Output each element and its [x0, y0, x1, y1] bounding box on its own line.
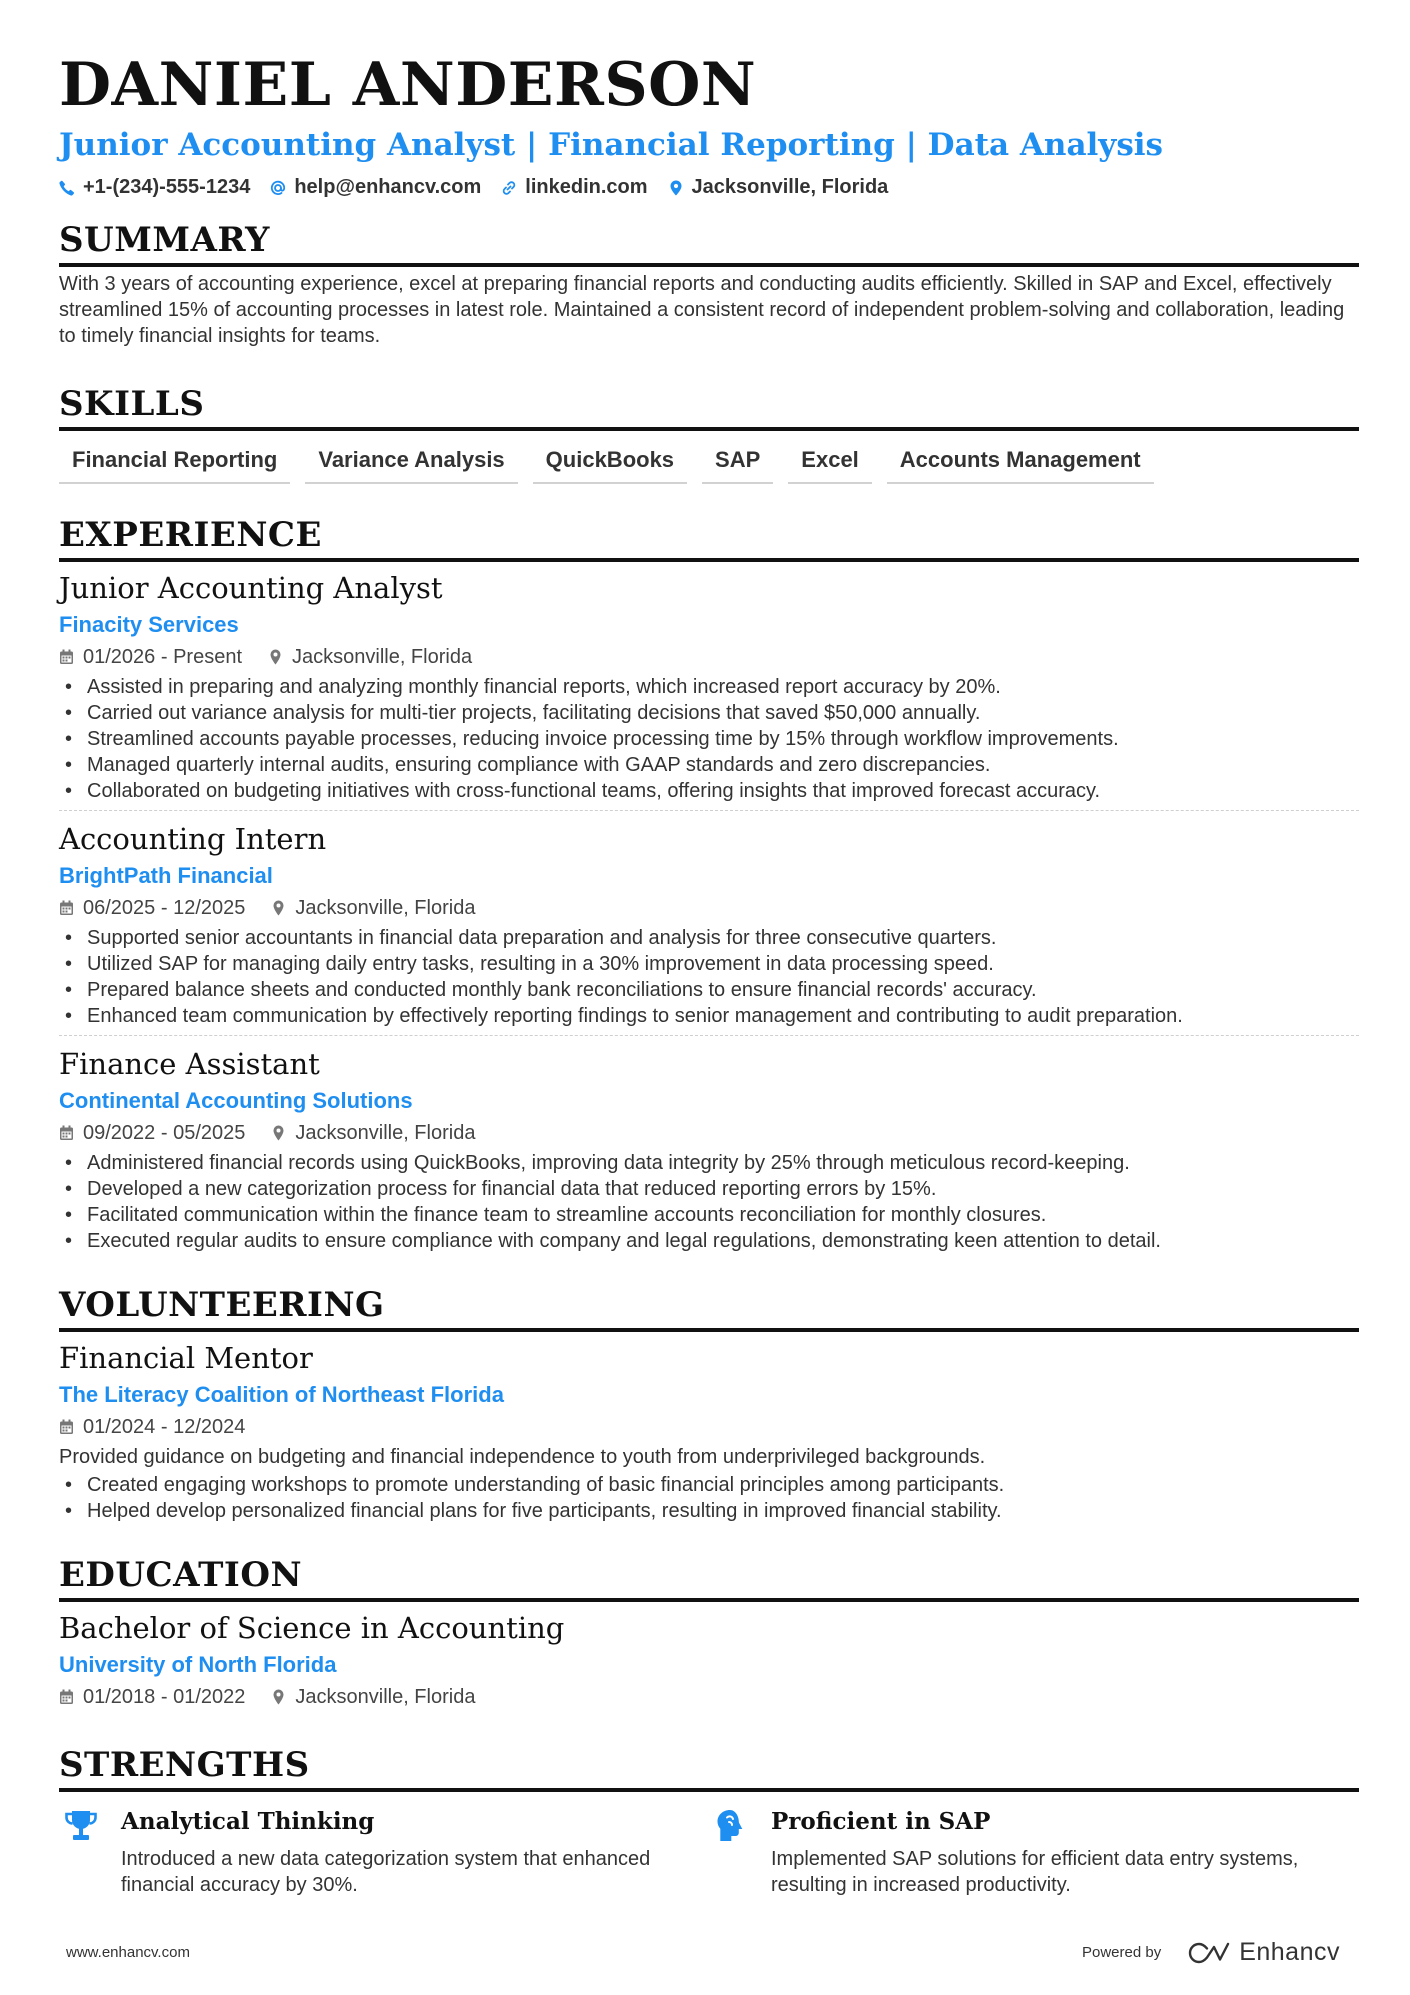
- footer-branding: [1082, 1938, 1340, 1967]
- volunteer-dates-text: 01/2024 - 12/2024: [83, 1416, 246, 1438]
- education-dates-text: 01/2018 - 01/2022: [83, 1686, 246, 1708]
- experience-title: EXPERIENCE: [59, 514, 1359, 562]
- education-title: EDUCATION: [59, 1554, 1359, 1602]
- contact-linkedin-text: linkedin.com: [525, 176, 648, 198]
- skill-tag: SAP: [702, 443, 773, 484]
- volunteer-dates: [59, 1414, 245, 1440]
- list-item: • Administered financial records using QuickBooks, improving data integrity by 25% through meticulous record-keeping.: [59, 1150, 1359, 1176]
- strengths-list: [59, 1806, 1359, 1898]
- education-school: University of North Florida: [59, 1652, 337, 1677]
- strength-description: Introduced a new data categorization system that enhanced financial accuracy by 30%.: [121, 1848, 651, 1896]
- location-pin-icon: [271, 900, 286, 916]
- education-location-text: Jacksonville, Florida: [295, 1686, 476, 1708]
- education-location: [271, 1684, 475, 1710]
- job-bullets: [59, 925, 1359, 1029]
- job-meta: [59, 644, 1359, 670]
- contact-linkedin[interactable]: [501, 176, 647, 199]
- volunteer-role: Financial Mentor: [59, 1341, 313, 1375]
- list-item: • Collaborated on budgeting initiatives with cross-functional teams, offering insights that improved forecast accuracy.: [59, 778, 1359, 804]
- list-item: • Supported senior accountants in financial data preparation and analysis for three consecutive quarters.: [59, 925, 1359, 951]
- calendar-icon: [59, 900, 74, 916]
- list-item: • Created engaging workshops to promote understanding of basic financial principles among participants.: [59, 1472, 1359, 1498]
- summary-text: With 3 years of accounting experience, excel at preparing financial reports and conducting audits efficiently. Skilled in SAP and Excel, effectively streamlined 15% of accounting processes in latest role. Maintained a consistent record of independent problem-solving and collaboration, leading to timely financial insights for teams.: [59, 273, 1345, 347]
- job-location-text: Jacksonville, Florida: [295, 1122, 476, 1144]
- list-item: • Executed regular audits to ensure compliance with company and legal regulations, demonstrating keen attention to detail.: [59, 1228, 1359, 1254]
- location-pin-icon: [271, 1125, 286, 1141]
- brand-name: Enhancv: [1239, 1938, 1340, 1966]
- location-pin-icon: [668, 180, 684, 196]
- contact-phone-text: +1-(234)-555-1234: [83, 176, 251, 198]
- job-location-text: Jacksonville, Florida: [295, 897, 476, 919]
- job-company: BrightPath Financial: [59, 863, 273, 888]
- job-location: [268, 644, 472, 670]
- enhancv-logo[interactable]: [1187, 1938, 1340, 1967]
- job-dates-text: 09/2022 - 05/2025: [83, 1122, 246, 1144]
- list-item: • Enhanced team communication by effectively reporting findings to senior management and contributing to audit preparation.: [59, 1003, 1359, 1029]
- enhancv-logo-icon: [1187, 1941, 1231, 1965]
- education-degree: Bachelor of Science in Accounting: [59, 1611, 565, 1645]
- contact-phone[interactable]: [59, 176, 250, 199]
- contact-email-text: help@enhancv.com: [294, 176, 482, 198]
- contact-bar: [59, 176, 1359, 199]
- education-meta: [59, 1684, 1359, 1710]
- strength-title: Proficient in SAP: [771, 1808, 991, 1835]
- skill-tag: Financial Reporting: [59, 443, 290, 484]
- list-item: • Utilized SAP for managing daily entry tasks, resulting in a 30% improvement in data processing speed.: [59, 951, 1359, 977]
- education-section: [59, 1554, 1359, 1710]
- strength-item: [709, 1806, 1359, 1898]
- list-item: • Assisted in preparing and analyzing monthly financial reports, which increased report accuracy by 20%.: [59, 674, 1359, 700]
- phone-icon: [59, 180, 75, 196]
- brain-icon: [713, 1808, 749, 1844]
- skill-tag: QuickBooks: [533, 443, 687, 484]
- job-location: [271, 1120, 475, 1146]
- footer-url[interactable]: www.enhancv.com: [66, 1944, 190, 1961]
- candidate-headline: Junior Accounting Analyst | Financial Reporting | Data Analysis: [59, 127, 1163, 163]
- contact-email[interactable]: [270, 176, 481, 199]
- summary-section: [59, 219, 1359, 349]
- job-title: Junior Accounting Analyst: [59, 571, 443, 605]
- skills-list: [59, 443, 1359, 484]
- job-dates: [59, 1120, 245, 1146]
- strengths-section: [59, 1744, 1359, 1898]
- calendar-icon: [59, 1689, 74, 1705]
- job-location: [271, 895, 475, 921]
- strength-item: [59, 1806, 709, 1898]
- contact-location: [668, 176, 889, 199]
- resume-header: [59, 48, 1359, 199]
- location-pin-icon: [268, 649, 283, 665]
- experience-section: [59, 514, 1359, 1260]
- list-item: • Prepared balance sheets and conducted monthly bank reconciliations to ensure financial records' accuracy.: [59, 977, 1359, 1003]
- calendar-icon: [59, 1419, 74, 1435]
- contact-location-text: Jacksonville, Florida: [691, 176, 889, 198]
- calendar-icon: [59, 649, 74, 665]
- education-dates: [59, 1684, 245, 1710]
- skills-title: SKILLS: [59, 383, 1359, 431]
- strength-description: Implemented SAP solutions for efficient data entry systems, resulting in increased productivity.: [771, 1848, 1299, 1896]
- volunteer-bullets: [59, 1472, 1359, 1524]
- list-item: • Facilitated communication within the finance team to streamline accounts reconciliation for monthly closures.: [59, 1202, 1359, 1228]
- job-company: Finacity Services: [59, 612, 239, 637]
- job-title: Finance Assistant: [59, 1047, 320, 1081]
- skills-section: [59, 383, 1359, 484]
- strengths-title: STRENGTHS: [59, 1744, 1359, 1792]
- list-item: • Developed a new categorization process for financial data that reduced reporting errors by 15%.: [59, 1176, 1359, 1202]
- list-item: • Helped develop personalized financial plans for five participants, resulting in improved financial stability.: [59, 1498, 1359, 1524]
- skill-tag: Excel: [788, 443, 872, 484]
- at-icon: [270, 180, 286, 196]
- link-icon: [501, 180, 517, 196]
- job-dates-text: 01/2026 - Present: [83, 646, 242, 668]
- job-entry: [59, 810, 1359, 1035]
- list-item: • Streamlined accounts payable processes, reducing invoice processing time by 15% through workflow improvements.: [59, 726, 1359, 752]
- resume-page: [59, 48, 1359, 1898]
- job-dates-text: 06/2025 - 12/2025: [83, 897, 246, 919]
- location-pin-icon: [271, 1689, 286, 1705]
- calendar-icon: [59, 1125, 74, 1141]
- job-location-text: Jacksonville, Florida: [292, 646, 473, 668]
- skill-tag: Variance Analysis: [305, 443, 517, 484]
- volunteer-organization: The Literacy Coalition of Northeast Florida: [59, 1382, 504, 1407]
- job-meta: [59, 895, 1359, 921]
- job-entry: [59, 1035, 1359, 1260]
- job-entry: [59, 568, 1359, 810]
- candidate-name: DANIEL ANDERSON: [59, 50, 757, 120]
- volunteering-section: [59, 1284, 1359, 1524]
- summary-title: SUMMARY: [59, 219, 1359, 267]
- job-meta: [59, 1120, 1359, 1146]
- list-item: • Carried out variance analysis for multi-tier projects, facilitating decisions that saved $50,000 annually.: [59, 700, 1359, 726]
- page-footer: [66, 1938, 1340, 1967]
- job-bullets: [59, 1150, 1359, 1254]
- job-dates: [59, 644, 242, 670]
- job-bullets: [59, 674, 1359, 804]
- job-dates: [59, 895, 245, 921]
- strength-title: Analytical Thinking: [121, 1808, 375, 1835]
- list-item: • Managed quarterly internal audits, ensuring compliance with GAAP standards and zero discrepancies.: [59, 752, 1359, 778]
- volunteer-meta: [59, 1414, 1359, 1440]
- powered-by-label: Powered by: [1081, 1944, 1162, 1961]
- job-title: Accounting Intern: [59, 822, 327, 856]
- trophy-icon: [63, 1808, 99, 1844]
- volunteer-description: Provided guidance on budgeting and financial independence to youth from underprivileged backgrounds.: [59, 1446, 986, 1468]
- job-company: Continental Accounting Solutions: [59, 1088, 413, 1113]
- volunteering-title: VOLUNTEERING: [59, 1284, 1359, 1332]
- skill-tag: Accounts Management: [887, 443, 1154, 484]
